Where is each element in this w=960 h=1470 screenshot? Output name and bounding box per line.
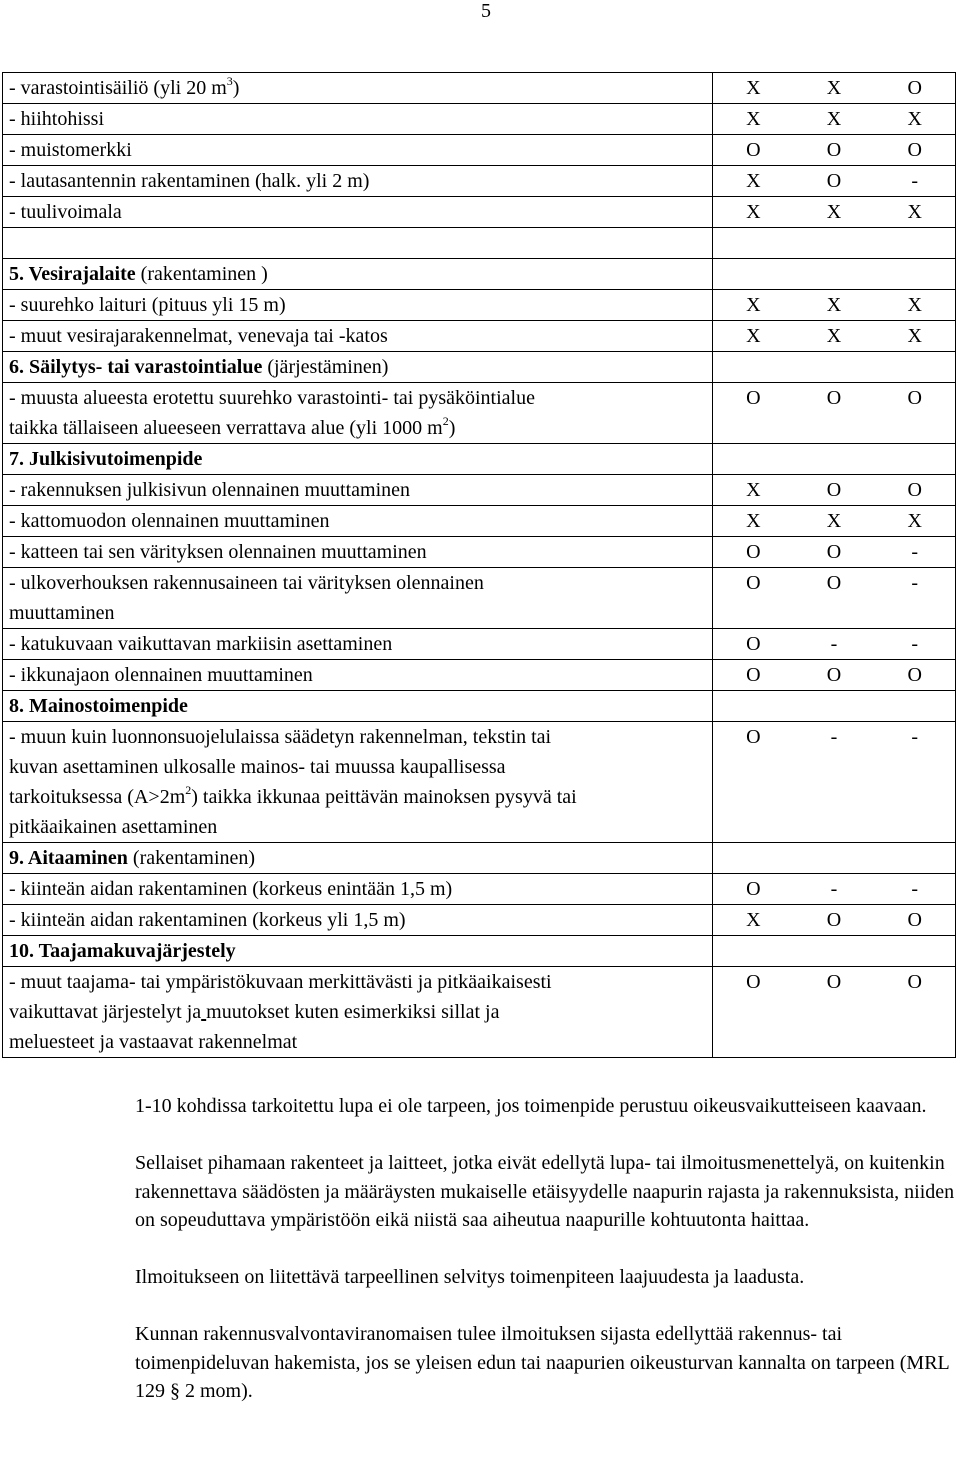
table-row — [3, 135, 956, 166]
values-group — [713, 290, 955, 320]
value-mark: O — [826, 971, 842, 993]
values-cell — [713, 166, 956, 197]
table-row — [3, 722, 956, 843]
description-cell — [3, 166, 713, 197]
item-text: tarkoituksessa (A>2m — [9, 786, 186, 808]
table-row — [3, 166, 956, 197]
value-mark: X — [746, 108, 761, 130]
value-mark: O — [746, 633, 761, 655]
notes-section — [135, 1092, 960, 1434]
values-cell — [713, 444, 956, 475]
value-mark: O — [907, 909, 922, 931]
description-cell — [3, 660, 713, 691]
value-mark: - — [830, 633, 838, 655]
value-mark: - — [911, 878, 919, 900]
item-line — [9, 812, 712, 842]
values-group — [713, 383, 955, 413]
value-mark: - — [911, 541, 919, 563]
value-mark: X — [826, 77, 842, 99]
value-mark: X — [907, 201, 922, 223]
value-mark: O — [746, 541, 761, 563]
section-heading: 7. Julkisivutoimenpide — [9, 448, 203, 470]
values-cell — [713, 568, 956, 629]
value-mark: O — [826, 664, 842, 686]
value-mark: O — [746, 664, 761, 686]
value-mark: X — [907, 325, 922, 347]
value-mark: - — [830, 726, 838, 748]
value-mark: - — [911, 633, 919, 655]
permit-table — [2, 72, 956, 1058]
item-text: - varastointisäiliö (yli 20 m — [9, 77, 227, 99]
values-cell — [713, 259, 956, 290]
description-cell — [3, 936, 713, 967]
item-line — [9, 782, 712, 812]
description-cell — [3, 691, 713, 722]
page-number: 5 — [481, 0, 491, 22]
values-group — [713, 73, 955, 103]
value-mark: O — [907, 387, 922, 409]
value-mark: X — [826, 325, 842, 347]
section-heading-note: (rakentaminen) — [127, 847, 256, 869]
value-mark: O — [907, 664, 922, 686]
values-cell — [713, 290, 956, 321]
item-text: taikka tällaiseen alueeseen verrattava alue (yli 1000 m — [9, 417, 443, 439]
table-row — [3, 321, 956, 352]
item-text: - hiihtohissi — [9, 108, 105, 130]
value-mark: X — [746, 77, 761, 99]
values-group — [713, 629, 955, 659]
table-row — [3, 905, 956, 936]
values-group — [713, 104, 955, 134]
value-mark: O — [907, 77, 922, 99]
table-row — [3, 506, 956, 537]
value-mark: X — [746, 909, 761, 931]
values-cell — [713, 537, 956, 568]
value-mark: O — [826, 170, 842, 192]
value-mark: X — [826, 510, 842, 532]
item-text: - tuulivoimala — [9, 201, 122, 223]
value-mark: O — [746, 971, 761, 993]
values-cell — [713, 383, 956, 444]
value-mark: O — [826, 387, 842, 409]
value-mark: O — [746, 139, 761, 161]
value-mark: O — [907, 971, 922, 993]
value-mark: X — [826, 201, 842, 223]
table-row — [3, 568, 956, 629]
values-cell — [713, 936, 956, 967]
table-row — [3, 383, 956, 444]
item-text: - muun kuin luonnonsuojelulaissa säädetyn rakennelman, tekstin tai — [9, 726, 552, 748]
value-mark: - — [911, 572, 919, 594]
values-cell — [713, 660, 956, 691]
item-text: ) taikka ikkunaa peittävän mainoksen pysyvä tai — [191, 786, 577, 808]
value-mark: X — [746, 170, 761, 192]
values-group — [713, 843, 955, 873]
item-text: - muusta alueesta erotettu suurehko varastointi- tai pysäköintialue — [9, 387, 535, 409]
values-cell — [713, 228, 956, 259]
values-group — [713, 135, 955, 165]
superscript: 3 — [226, 74, 233, 88]
values-cell — [713, 135, 956, 166]
values-group — [713, 568, 955, 598]
value-mark: O — [826, 139, 842, 161]
table-row — [3, 444, 956, 475]
table-row — [3, 104, 956, 135]
description-cell — [3, 197, 713, 228]
table-row — [3, 967, 956, 1058]
values-group — [713, 259, 955, 289]
value-mark: O — [907, 139, 922, 161]
section-heading: 5. Vesirajalaite — [9, 263, 136, 285]
table-row — [3, 874, 956, 905]
item-line — [9, 568, 712, 598]
item-line — [9, 413, 712, 443]
item-text: - ikkunajaon olennainen muuttaminen — [9, 664, 313, 686]
item-text: - kiinteän aidan rakentaminen (korkeus yli 1,5 m) — [9, 909, 406, 931]
value-mark: X — [746, 201, 761, 223]
item-line — [9, 383, 712, 413]
values-cell — [713, 73, 956, 104]
description-cell — [3, 506, 713, 537]
value-mark: X — [746, 479, 761, 501]
value-mark: X — [907, 510, 922, 532]
values-cell — [713, 506, 956, 537]
description-cell — [3, 259, 713, 290]
table-row — [3, 843, 956, 874]
values-group — [713, 936, 955, 966]
values-cell — [713, 629, 956, 660]
values-cell — [713, 691, 956, 722]
item-text: muuttaminen — [9, 602, 115, 624]
item-line — [9, 752, 712, 782]
item-line — [9, 598, 712, 628]
values-cell — [713, 104, 956, 135]
item-text: - kiinteän aidan rakentaminen (korkeus enintään 1,5 m) — [9, 878, 453, 900]
item-text: - lautasantennin rakentaminen (halk. yli 2 m) — [9, 170, 370, 192]
value-mark: X — [746, 294, 761, 316]
values-group — [713, 197, 955, 227]
value-mark: X — [826, 294, 842, 316]
values-cell — [713, 197, 956, 228]
table-row — [3, 73, 956, 104]
description-cell — [3, 967, 713, 1058]
value-mark: X — [746, 510, 761, 532]
values-cell — [713, 475, 956, 506]
description-cell — [3, 321, 713, 352]
values-group — [713, 660, 955, 690]
values-group — [713, 722, 955, 752]
description-cell — [3, 568, 713, 629]
item-text: kuvan asettaminen ulkosalle mainos- tai muussa kaupallisessa — [9, 756, 506, 778]
item-line — [9, 722, 712, 752]
values-cell — [713, 843, 956, 874]
item-text: ) — [232, 77, 240, 99]
item-text: - katteen tai sen värityksen olennainen muuttaminen — [9, 541, 427, 563]
superscript: 2 — [442, 414, 449, 428]
values-cell — [713, 321, 956, 352]
section-heading: 10. Taajamakuvajärjestely — [9, 940, 236, 962]
values-group — [713, 475, 955, 505]
item-text: pitkäaikainen asettaminen — [9, 816, 218, 838]
note-paragraph: Sellaiset pihamaan rakenteet ja laitteet, jotka eivät edellytä lupa- tai ilmoitusmenettelyä, on kuitenkin rakennettava säädösten ja määräysten mukaiselle etäisyydelle naapurin rajasta ja rakennuksista, niiden on sopeuduttava ympäristöön eikä niistä saa aiheutua naapurille kohtuutonta haittaa. — [135, 1152, 955, 1231]
description-cell — [3, 290, 713, 321]
value-mark: X — [907, 108, 922, 130]
values-cell — [713, 352, 956, 383]
table-row — [3, 936, 956, 967]
item-text: - suurehko laituri (pituus yli 15 m) — [9, 294, 286, 316]
table-row — [3, 691, 956, 722]
values-group — [713, 506, 955, 536]
value-mark: - — [911, 726, 919, 748]
item-text: - katukuvaan vaikuttavan markiisin asettaminen — [9, 633, 393, 655]
description-cell — [3, 905, 713, 936]
values-group — [713, 228, 955, 258]
value-mark: X — [826, 108, 842, 130]
description-cell — [3, 843, 713, 874]
table-row — [3, 290, 956, 321]
item-text: - muut vesirajarakennelmat, venevaja tai -katos — [9, 325, 388, 347]
values-cell — [713, 722, 956, 843]
table-row — [3, 228, 956, 259]
description-cell — [3, 383, 713, 444]
value-mark: X — [746, 325, 761, 347]
values-group — [713, 321, 955, 351]
value-mark: O — [826, 479, 842, 501]
note-paragraph: Kunnan rakennusvalvontaviranomaisen tulee ilmoituksen sijasta edellyttää rakennus- tai toimenpideluvan hakemista, jos se yleisen edun tai naapurien oikeusturvan kannalta on tarpeen (MRL 129 § 2 mom). — [135, 1323, 950, 1402]
values-group — [713, 537, 955, 567]
table-row — [3, 629, 956, 660]
item-text: - muut taajama- tai ympäristökuvaan merkittävästi ja pitkäaikaisesti — [9, 971, 552, 993]
section-heading-note: (järjestäminen) — [262, 356, 389, 378]
values-group — [713, 905, 955, 935]
description-cell — [3, 722, 713, 843]
section-heading-note: (rakentaminen ) — [135, 263, 268, 285]
description-cell — [3, 444, 713, 475]
superscript: 2 — [185, 783, 192, 797]
item-text: - muistomerkki — [9, 139, 132, 161]
description-cell — [3, 629, 713, 660]
item-line — [9, 1027, 712, 1057]
note-paragraph: 1-10 kohdissa tarkoitettu lupa ei ole tarpeen, jos toimenpide perustuu oikeusvaikutteiseen kaavaan. — [135, 1095, 927, 1117]
values-group — [713, 691, 955, 721]
table-row — [3, 197, 956, 228]
description-cell — [3, 73, 713, 104]
section-heading: 9. Aitaaminen — [9, 847, 128, 869]
item-line — [9, 967, 712, 997]
description-cell — [3, 537, 713, 568]
description-cell — [3, 135, 713, 166]
item-line — [9, 997, 712, 1027]
value-mark: O — [746, 878, 761, 900]
values-group — [713, 166, 955, 196]
description-cell — [3, 228, 713, 259]
value-mark: O — [907, 479, 922, 501]
values-group — [713, 874, 955, 904]
value-mark: O — [826, 909, 842, 931]
table-row — [3, 475, 956, 506]
table-row — [3, 537, 956, 568]
item-text: - ulkoverhouksen rakennusaineen tai värityksen olennainen — [9, 572, 484, 594]
item-text: - kattomuodon olennainen muuttaminen — [9, 510, 330, 532]
values-group — [713, 444, 955, 474]
value-mark: O — [826, 572, 842, 594]
description-cell — [3, 874, 713, 905]
values-cell — [713, 905, 956, 936]
value-mark: O — [746, 387, 761, 409]
item-text: - rakennuksen julkisivun olennainen muuttaminen — [9, 479, 411, 501]
note-paragraph: Ilmoitukseen on liitettävä tarpeellinen selvitys toimenpiteen laajuudesta ja laadusta. — [135, 1266, 805, 1288]
values-group — [713, 352, 955, 382]
value-mark: O — [826, 541, 842, 563]
values-cell — [713, 967, 956, 1058]
item-text: vaikuttavat järjestelyt ja — [9, 1001, 202, 1023]
table-row — [3, 259, 956, 290]
values-group — [713, 967, 955, 997]
value-mark: O — [746, 572, 761, 594]
section-heading: 8. Mainostoimenpide — [9, 695, 188, 717]
value-mark: X — [907, 294, 922, 316]
value-mark: - — [830, 878, 838, 900]
table-row — [3, 660, 956, 691]
description-cell — [3, 475, 713, 506]
table-row — [3, 352, 956, 383]
section-heading: 6. Säilytys- tai varastointialue — [9, 356, 263, 378]
description-cell — [3, 352, 713, 383]
values-cell — [713, 874, 956, 905]
description-cell — [3, 104, 713, 135]
item-text: ) — [448, 417, 456, 439]
item-text: meluesteet ja vastaavat rakennelmat — [9, 1031, 298, 1053]
item-text: muutokset kuten esimerkiksi sillat ja — [206, 1001, 500, 1023]
value-mark: O — [746, 726, 761, 748]
value-mark: - — [911, 170, 919, 192]
